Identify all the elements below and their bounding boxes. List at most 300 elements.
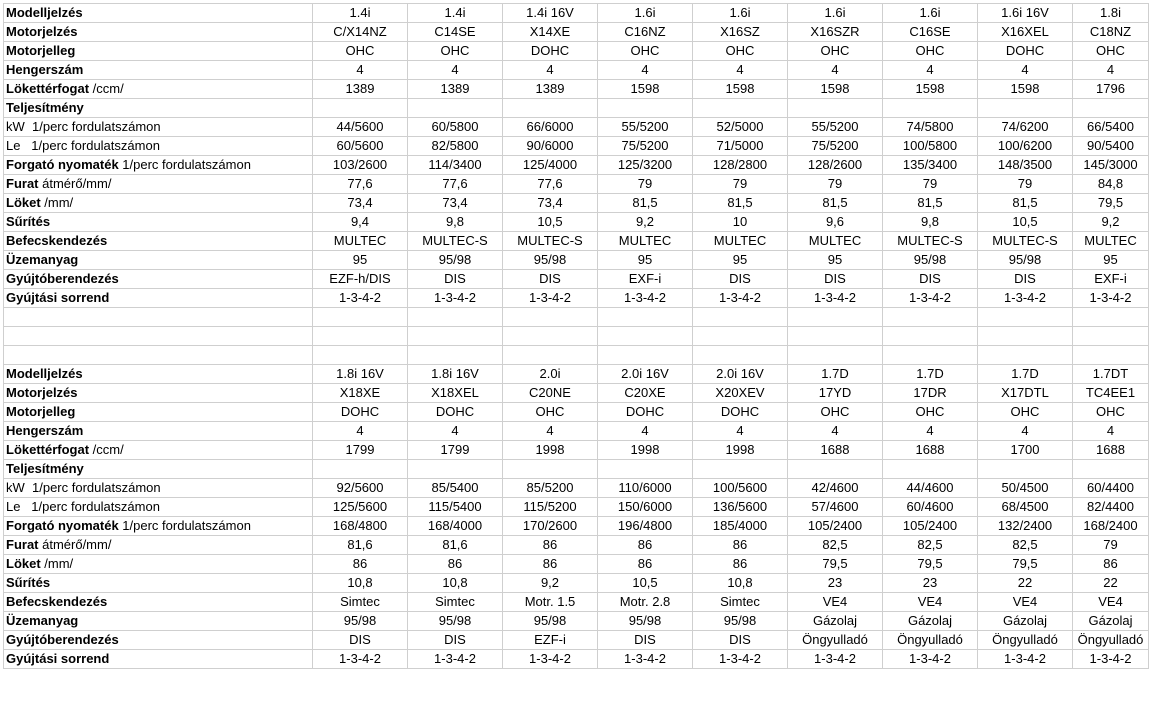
spec-cell: 2.0i 16V: [598, 365, 693, 384]
spec-row-modelljelzes: [4, 4, 1149, 23]
spec-cell: DOHC: [598, 403, 693, 422]
spec-row-befecskendezes: [4, 593, 1149, 612]
spec-cell: 95/98: [978, 251, 1073, 270]
spec-cell: 95: [788, 251, 883, 270]
spec-cell: 57/4600: [788, 498, 883, 517]
row-label: [4, 118, 313, 137]
spec-cell: VE4: [883, 593, 978, 612]
empty-cell: [788, 308, 883, 327]
spec-cell: 10: [693, 213, 788, 232]
spec-cell: [788, 460, 883, 479]
spec-row-le: [4, 137, 1149, 156]
spec-cell: 135/3400: [883, 156, 978, 175]
spec-row-forgato: [4, 517, 1149, 536]
spec-cell: 9,8: [408, 213, 503, 232]
spec-cell: MULTEC: [313, 232, 408, 251]
spec-cell: 128/2600: [788, 156, 883, 175]
row-label-rest: /mm/: [40, 556, 74, 571]
spec-cell: 75/5200: [788, 137, 883, 156]
row-label: [4, 536, 313, 555]
spec-cell: 105/2400: [788, 517, 883, 536]
empty-cell: [978, 308, 1073, 327]
spec-cell: 1-3-4-2: [313, 289, 408, 308]
spec-cell: 1-3-4-2: [978, 650, 1073, 669]
spec-cell: 60/5600: [313, 137, 408, 156]
row-label: [4, 251, 313, 270]
spec-cell: OHC: [788, 403, 883, 422]
spec-cell: 86: [598, 536, 693, 555]
empty-cell: [598, 308, 693, 327]
spec-cell: 1.6i: [598, 4, 693, 23]
row-label: [4, 213, 313, 232]
spec-cell: 74/5800: [883, 118, 978, 137]
empty-cell: [883, 327, 978, 346]
row-label: [4, 232, 313, 251]
empty-cell: [408, 327, 503, 346]
spec-cell: 73,4: [503, 194, 598, 213]
spec-cell: 4: [408, 61, 503, 80]
row-label-text: Motorjelleg: [6, 404, 76, 419]
spec-cell: EZF-i: [503, 631, 598, 650]
spec-cell: 115/5200: [503, 498, 598, 517]
row-label: [4, 593, 313, 612]
row-label: [4, 175, 313, 194]
empty-cell: [978, 346, 1073, 365]
spec-cell: 85/5200: [503, 479, 598, 498]
spec-cell: 85/5400: [408, 479, 503, 498]
spec-cell: 1.8i 16V: [408, 365, 503, 384]
row-label-text: Gyújtási sorrend: [6, 651, 110, 666]
spec-row-lokettérfogat: [4, 80, 1149, 99]
row-label-text: Teljesítmény: [6, 461, 84, 476]
spec-cell: 82,5: [883, 536, 978, 555]
spec-cell: [598, 460, 693, 479]
spec-cell: 168/4000: [408, 517, 503, 536]
spec-cell: 1-3-4-2: [408, 289, 503, 308]
row-label: [4, 460, 313, 479]
spec-cell: DIS: [883, 270, 978, 289]
spec-cell: 79: [883, 175, 978, 194]
spec-cell: 4: [598, 61, 693, 80]
spec-cell: 1998: [503, 441, 598, 460]
row-label: [4, 80, 313, 99]
spec-cell: 1-3-4-2: [503, 289, 598, 308]
spec-cell: DIS: [693, 631, 788, 650]
spec-row-hengerszam: [4, 61, 1149, 80]
spec-row-hengerszam: [4, 422, 1149, 441]
spec-cell: 1.8i 16V: [313, 365, 408, 384]
spec-cell: [1073, 99, 1149, 118]
spec-cell: 95: [313, 251, 408, 270]
spec-cell: 110/6000: [598, 479, 693, 498]
empty-cell: [788, 346, 883, 365]
spec-cell: 81,5: [978, 194, 1073, 213]
row-label-rest: 1/perc fordulatszámon: [118, 518, 251, 533]
spec-cell: 23: [883, 574, 978, 593]
spec-cell: 4: [978, 422, 1073, 441]
spec-cell: Gázolaj: [883, 612, 978, 631]
spec-cell: DIS: [503, 270, 598, 289]
row-label: [4, 650, 313, 669]
row-label-text: Hengerszám: [6, 423, 84, 438]
spec-cell: Simtec: [693, 593, 788, 612]
spec-cell: MULTEC: [598, 232, 693, 251]
spec-cell: 1.4i: [408, 4, 503, 23]
spec-cell: 114/3400: [408, 156, 503, 175]
spec-cell: DIS: [693, 270, 788, 289]
spec-cell: 79,5: [788, 555, 883, 574]
spec-cell: 66/6000: [503, 118, 598, 137]
spec-cell: OHC: [1073, 403, 1149, 422]
spec-cell: 1-3-4-2: [788, 289, 883, 308]
empty-cell: [693, 346, 788, 365]
spec-cell: 196/4800: [598, 517, 693, 536]
spec-cell: 1-3-4-2: [978, 289, 1073, 308]
spec-cell: EXF-i: [1073, 270, 1149, 289]
row-label-rest: /ccm/: [89, 81, 124, 96]
spec-cell: 10,5: [978, 213, 1073, 232]
empty-cell: [598, 327, 693, 346]
row-label-bold: Lökettérfogat: [6, 442, 90, 457]
spec-cell: 9,6: [788, 213, 883, 232]
spec-cell: 68/4500: [978, 498, 1073, 517]
spec-cell: 1700: [978, 441, 1073, 460]
row-label: [4, 441, 313, 460]
spec-rows: [4, 4, 1149, 669]
spec-cell: 10,5: [503, 213, 598, 232]
spec-cell: 136/5600: [693, 498, 788, 517]
spec-row-furat: [4, 536, 1149, 555]
spec-row-surites: [4, 574, 1149, 593]
row-label: [4, 289, 313, 308]
empty-cell: [503, 308, 598, 327]
spec-cell: 103/2600: [313, 156, 408, 175]
spec-cell: [978, 460, 1073, 479]
spec-cell: X17DTL: [978, 384, 1073, 403]
row-label-text: Üzemanyag: [6, 252, 79, 267]
spec-cell: 100/6200: [978, 137, 1073, 156]
row-label: [4, 517, 313, 536]
spec-cell: 1-3-4-2: [1073, 650, 1149, 669]
spec-cell: DOHC: [503, 42, 598, 61]
empty-cell: [4, 327, 313, 346]
spec-cell: MULTEC-S: [408, 232, 503, 251]
empty-cell: [883, 308, 978, 327]
spec-row-le: [4, 498, 1149, 517]
spec-cell: 1389: [408, 80, 503, 99]
spec-cell: 81,6: [408, 536, 503, 555]
spec-cell: [883, 460, 978, 479]
spec-cell: 4: [788, 61, 883, 80]
spec-row-kw: [4, 479, 1149, 498]
spec-cell: 9,2: [1073, 213, 1149, 232]
spec-cell: 81,5: [693, 194, 788, 213]
empty-cell: [1073, 346, 1149, 365]
spec-cell: 95/98: [693, 612, 788, 631]
spec-cell: 1.6i 16V: [978, 4, 1073, 23]
spec-cell: 1598: [883, 80, 978, 99]
spec-cell: 1.7D: [978, 365, 1073, 384]
spec-cell: 82/4400: [1073, 498, 1149, 517]
spec-cell: 1796: [1073, 80, 1149, 99]
spec-cell: 86: [693, 555, 788, 574]
spec-cell: 1-3-4-2: [693, 650, 788, 669]
spec-cell: 95/98: [313, 612, 408, 631]
spec-cell: DIS: [978, 270, 1073, 289]
spec-cell: 100/5600: [693, 479, 788, 498]
spec-cell: 4: [503, 61, 598, 80]
spec-cell: 1688: [1073, 441, 1149, 460]
spec-row-teljesitmeny: [4, 460, 1149, 479]
spec-cell: DOHC: [693, 403, 788, 422]
spec-cell: 1.6i: [883, 4, 978, 23]
empty-cell: [4, 346, 313, 365]
spec-cell: 1688: [788, 441, 883, 460]
spec-cell: [408, 99, 503, 118]
empty-cell: [788, 327, 883, 346]
spec-row-teljesitmeny: [4, 99, 1149, 118]
row-label-bold: Furat: [6, 176, 39, 191]
spec-cell: 105/2400: [883, 517, 978, 536]
row-label: [4, 384, 313, 403]
spec-cell: DIS: [313, 631, 408, 650]
row-label-text: Le 1/perc fordulatszámon: [6, 499, 160, 514]
spec-cell: X18XE: [313, 384, 408, 403]
spec-cell: VE4: [978, 593, 1073, 612]
spec-cell: MULTEC: [788, 232, 883, 251]
spec-cell: [313, 99, 408, 118]
spec-cell: Öngyulladó: [788, 631, 883, 650]
row-label-text: Modelljelzés: [6, 366, 83, 381]
row-label: [4, 422, 313, 441]
row-label-bold: Furat: [6, 537, 39, 552]
spec-cell: MULTEC: [693, 232, 788, 251]
empty-cell: [408, 308, 503, 327]
row-label-text: Gyújtási sorrend: [6, 290, 110, 305]
spec-cell: C16SE: [883, 23, 978, 42]
spec-cell: 1-3-4-2: [788, 650, 883, 669]
spec-cell: 79,5: [1073, 194, 1149, 213]
row-label-text: kW 1/perc fordulatszámon: [6, 480, 161, 495]
row-label-bold: Löket: [6, 556, 41, 571]
row-label-text: Befecskendezés: [6, 233, 108, 248]
spec-cell: 168/2400: [1073, 517, 1149, 536]
spec-row-modelljelzes: [4, 365, 1149, 384]
spec-cell: 86: [598, 555, 693, 574]
spec-cell: 82,5: [978, 536, 1073, 555]
spec-cell: 170/2600: [503, 517, 598, 536]
row-label: [4, 498, 313, 517]
spec-cell: 79: [978, 175, 1073, 194]
spec-cell: 148/3500: [978, 156, 1073, 175]
row-label-text: Gyújtóberendezés: [6, 632, 119, 647]
spec-cell: Öngyulladó: [1073, 631, 1149, 650]
spec-cell: C20XE: [598, 384, 693, 403]
spec-cell: 77,6: [313, 175, 408, 194]
row-label-text: Hengerszám: [6, 62, 84, 77]
row-label-text: Modelljelzés: [6, 5, 83, 20]
spec-cell: 92/5600: [313, 479, 408, 498]
spec-cell: 95: [693, 251, 788, 270]
spec-cell: 1799: [313, 441, 408, 460]
row-label-rest: átmérő/mm/: [38, 537, 112, 552]
spec-cell: X18XEL: [408, 384, 503, 403]
spec-cell: Gázolaj: [978, 612, 1073, 631]
spec-cell: 79: [1073, 536, 1149, 555]
spec-cell: 60/4600: [883, 498, 978, 517]
spec-cell: 44/5600: [313, 118, 408, 137]
spec-cell: [693, 99, 788, 118]
spec-cell: 95/98: [503, 612, 598, 631]
spec-cell: X16SZR: [788, 23, 883, 42]
spec-cell: 10,8: [313, 574, 408, 593]
spec-row-motorjelzes: [4, 384, 1149, 403]
spec-cell: 168/4800: [313, 517, 408, 536]
spec-row-forgato: [4, 156, 1149, 175]
empty-cell: [4, 308, 313, 327]
spec-cell: [408, 460, 503, 479]
spec-cell: 1598: [598, 80, 693, 99]
spec-cell: X16XEL: [978, 23, 1073, 42]
spec-cell: 9,2: [503, 574, 598, 593]
empty-cell: [693, 308, 788, 327]
spec-row-uzemanyag: [4, 612, 1149, 631]
spec-cell: Öngyulladó: [978, 631, 1073, 650]
spec-row-motorjelleg: [4, 42, 1149, 61]
spec-cell: 79,5: [978, 555, 1073, 574]
row-label-rest: átmérő/mm/: [38, 176, 112, 191]
empty-cell: [883, 346, 978, 365]
spec-cell: DOHC: [978, 42, 1073, 61]
spec-cell: EXF-i: [598, 270, 693, 289]
spec-cell: [503, 460, 598, 479]
spec-cell: 50/4500: [978, 479, 1073, 498]
row-label: [4, 270, 313, 289]
spec-cell: 86: [313, 555, 408, 574]
spec-cell: 90/6000: [503, 137, 598, 156]
spec-cell: X14XE: [503, 23, 598, 42]
spec-cell: 1.6i: [693, 4, 788, 23]
spec-cell: 4: [978, 61, 1073, 80]
row-label: [4, 194, 313, 213]
spec-row-sorrend: [4, 650, 1149, 669]
spec-cell: 4: [598, 422, 693, 441]
row-label-bold: Löket: [6, 195, 41, 210]
spec-cell: MULTEC-S: [883, 232, 978, 251]
row-label-text: Sűrítés: [6, 214, 51, 229]
spec-cell: 60/5800: [408, 118, 503, 137]
row-label-bold: Lökettérfogat: [6, 81, 90, 96]
spec-cell: 4: [313, 422, 408, 441]
spec-cell: 44/4600: [883, 479, 978, 498]
empty-cell: [1073, 308, 1149, 327]
spec-cell: 1.7D: [788, 365, 883, 384]
spec-cell: 95/98: [408, 612, 503, 631]
spec-cell: 81,5: [788, 194, 883, 213]
spec-cell: 95/98: [503, 251, 598, 270]
empty-cell: [503, 327, 598, 346]
empty-cell: [978, 327, 1073, 346]
row-label: [4, 99, 313, 118]
spec-row-surites: [4, 213, 1149, 232]
spec-cell: 4: [1073, 422, 1149, 441]
spec-cell: 79: [693, 175, 788, 194]
spec-cell: 86: [503, 536, 598, 555]
row-label-text: Teljesítmény: [6, 100, 84, 115]
spec-cell: 1-3-4-2: [313, 650, 408, 669]
spec-cell: 75/5200: [598, 137, 693, 156]
spec-cell: 66/5400: [1073, 118, 1149, 137]
row-label: [4, 555, 313, 574]
spec-cell: TC4EE1: [1073, 384, 1149, 403]
spec-cell: DIS: [408, 270, 503, 289]
spec-cell: OHC: [408, 42, 503, 61]
spec-cell: OHC: [883, 42, 978, 61]
row-label: [4, 365, 313, 384]
row-label-text: Üzemanyag: [6, 613, 79, 628]
spec-cell: 60/4400: [1073, 479, 1149, 498]
spec-cell: 185/4000: [693, 517, 788, 536]
row-label-text: Motorjelzés: [6, 24, 78, 39]
spec-cell: 1-3-4-2: [408, 650, 503, 669]
spec-cell: 81,5: [598, 194, 693, 213]
spec-row-furat: [4, 175, 1149, 194]
spec-cell: 4: [313, 61, 408, 80]
spec-row-motorjelleg: [4, 403, 1149, 422]
spec-cell: 17YD: [788, 384, 883, 403]
spec-cell: OHC: [978, 403, 1073, 422]
spec-cell: [313, 460, 408, 479]
spec-cell: 81,5: [883, 194, 978, 213]
row-label-rest: /mm/: [40, 195, 74, 210]
spec-cell: 90/5400: [1073, 137, 1149, 156]
spec-cell: 77,6: [408, 175, 503, 194]
row-label-rest: 1/perc fordulatszámon: [118, 157, 251, 172]
spec-cell: 1.6i: [788, 4, 883, 23]
row-label-text: Le 1/perc fordulatszámon: [6, 138, 160, 153]
spec-cell: 79: [788, 175, 883, 194]
spec-cell: DOHC: [313, 403, 408, 422]
spec-cell: 1598: [788, 80, 883, 99]
spec-cell: 10,8: [693, 574, 788, 593]
spec-cell: 1-3-4-2: [503, 650, 598, 669]
spec-cell: 4: [693, 422, 788, 441]
spec-cell: 1.4i 16V: [503, 4, 598, 23]
spec-cell: 128/2800: [693, 156, 788, 175]
spec-cell: 1-3-4-2: [598, 289, 693, 308]
row-label: [4, 574, 313, 593]
spec-cell: 77,6: [503, 175, 598, 194]
spec-cell: 9,8: [883, 213, 978, 232]
spec-cell: 1-3-4-2: [693, 289, 788, 308]
spec-cell: MULTEC-S: [978, 232, 1073, 251]
spec-row-gyujto: [4, 270, 1149, 289]
spec-cell: 95: [598, 251, 693, 270]
spec-cell: 86: [693, 536, 788, 555]
spec-cell: 95/98: [408, 251, 503, 270]
spec-cell: OHC: [1073, 42, 1149, 61]
row-label: [4, 156, 313, 175]
row-label-rest: /ccm/: [89, 442, 124, 457]
spec-row-gyujto: [4, 631, 1149, 650]
spec-cell: Motr. 1.5: [503, 593, 598, 612]
spec-row-uzemanyag: [4, 251, 1149, 270]
spec-cell: Simtec: [313, 593, 408, 612]
row-label-text: Befecskendezés: [6, 594, 108, 609]
spec-cell: [788, 99, 883, 118]
spec-cell: 4: [693, 61, 788, 80]
spec-cell: 95/98: [598, 612, 693, 631]
